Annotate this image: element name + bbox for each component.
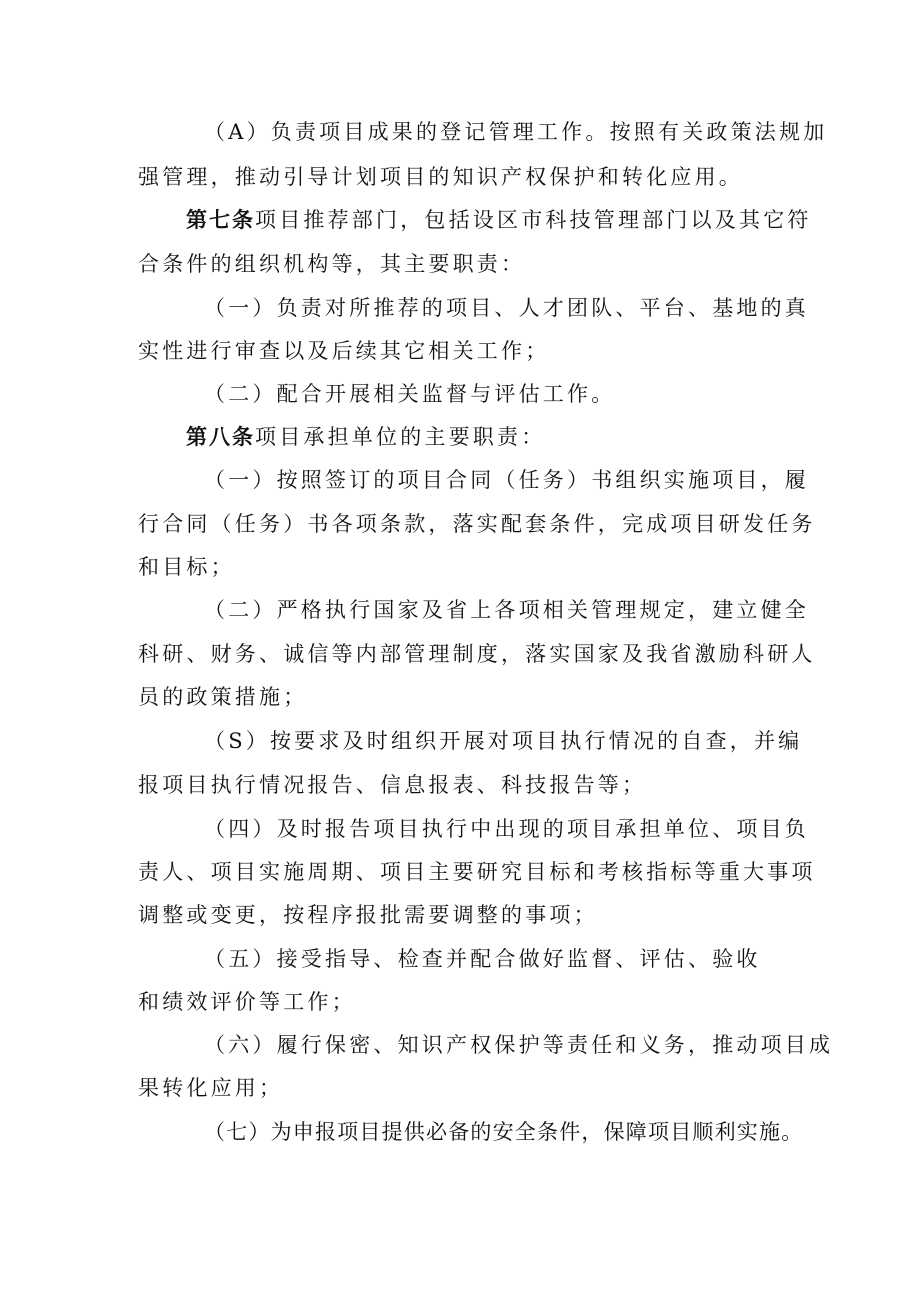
paragraph-6-line-0: （二）严格执行国家及省上各项相关管理规定，建立健全: [204, 598, 809, 622]
article-7-text: 项目推荐部门，包括设区市科技管理部门以及其它符: [255, 208, 812, 232]
paragraph-1-line-1: 合条件的组织机构等，其主要职责：: [138, 252, 526, 276]
paragraph-2-line-1: 实性进行审查以及后续其它相关工作；: [138, 339, 550, 363]
paragraph-10-line-0: （六）履行保密、知识产权保护等责任和义务，推动项目成: [204, 1033, 834, 1057]
paragraph-5-line-0: （一）按照签订的项目合同（任务）书组织实施项目，履: [204, 468, 809, 492]
article-7-heading: 第七条: [186, 207, 255, 232]
paragraph-5-line-2: 和目标；: [138, 555, 235, 579]
paragraph-10-line-1: 果转化应用；: [138, 1076, 284, 1100]
paragraph-8-line-2: 调整或变更，按程序报批需要调整的事项；: [138, 903, 598, 927]
paragraph-6-line-2: 员的政策措施；: [138, 685, 308, 709]
paragraph-8-line-0: （四）及时报告项目执行中出现的项目承担单位、项目负: [204, 817, 809, 841]
paragraph-11-line-0: （七）为申报项目提供必备的安全条件，保障项目顺利实施。: [204, 1120, 804, 1144]
paragraph-2-line-0: （一）负责对所推荐的项目、人才团队、平台、基地的真: [204, 296, 809, 320]
paragraph-5-line-1: 行合同（任务）书各项条款，落实配套条件，完成项目研发任务: [138, 512, 816, 536]
article-7-line-0: [186, 205, 812, 235]
paragraph-7-line-1: 报项目执行情况报告、信息报表、科技报告等；: [138, 773, 647, 797]
article-8-heading: 第八条: [186, 424, 255, 449]
paragraph-8-line-1: 责人、项目实施周期、项目主要研究目标和考核指标等重大事项: [138, 860, 816, 884]
paragraph-9-line-1: 和绩效评价等工作；: [138, 990, 356, 1014]
article-8-line-0: [186, 422, 545, 452]
paragraph-3-line-0: （二）配合开展相关监督与评估工作。: [204, 382, 616, 406]
paragraph-7-line-0: （S）按要求及时组织开展对项目执行情况的自查，并编: [204, 729, 803, 753]
paragraph-0-line-1: 强管理，推动引导计划项目的知识产权保护和转化应用。: [138, 165, 743, 189]
paragraph-6-line-1: 科研、财务、诚信等内部管理制度，落实国家及我省激励科研人: [138, 642, 816, 666]
article-8-text: 项目承担单位的主要职责：: [255, 425, 546, 449]
paragraph-0-line-0: （A）负责项目成果的登记管理工作。按照有关政策法规加: [204, 120, 828, 144]
paragraph-9-line-0: （五）接受指导、检查并配合做好监督、评估、验收: [204, 947, 761, 971]
